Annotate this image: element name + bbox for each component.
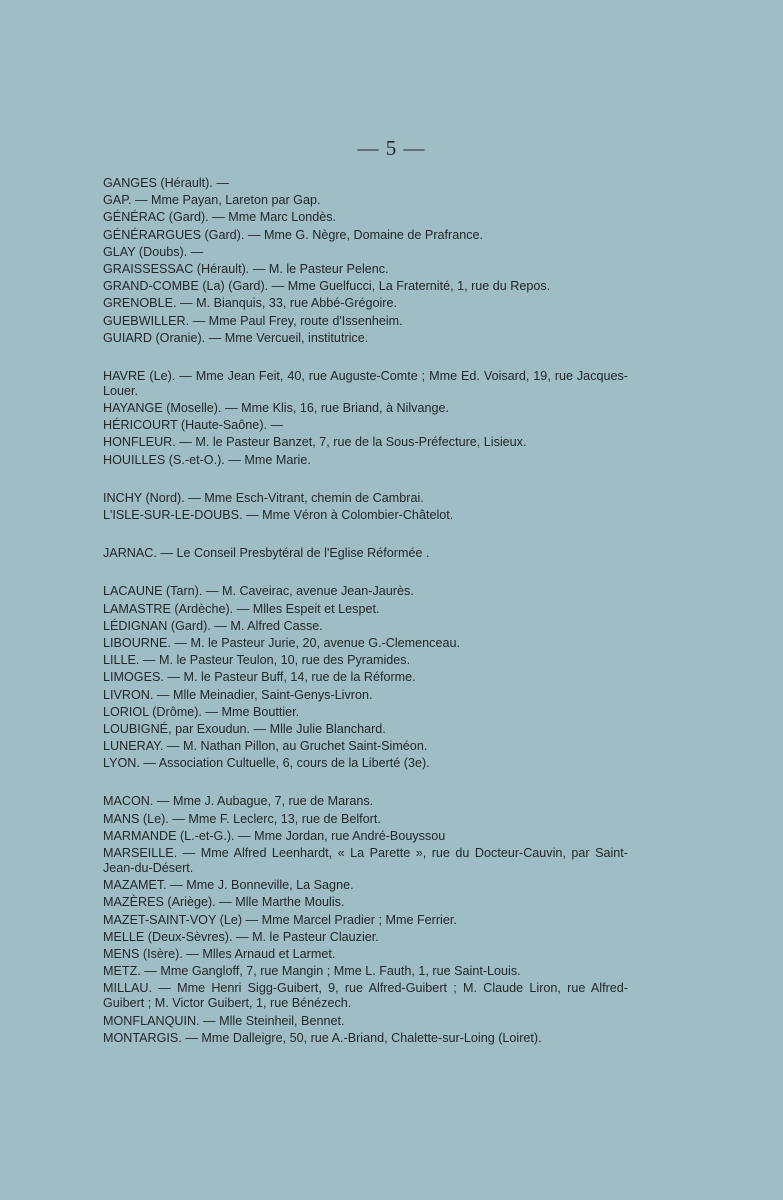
directory-entry: MELLE (Deux-Sèvres). — M. le Pasteur Clauzier. xyxy=(103,929,379,944)
directory-entry: GRENOBLE. — M. Bianquis, 33, rue Abbé-Grégoire. xyxy=(103,296,397,311)
directory-list xyxy=(103,176,628,1048)
directory-entry: LYON. — Association Cultuelle, 6, cours de la Liberté (3e). xyxy=(103,756,430,771)
directory-entry: HÉRICOURT (Haute-Saône). — xyxy=(103,418,284,433)
directory-entry: GRAISSESSAC (Hérault). — M. le Pasteur Pelenc. xyxy=(103,261,389,276)
directory-entry: MAZAMET. — Mme J. Bonneville, La Sagne. xyxy=(103,878,354,893)
page-number: — 5 — xyxy=(357,136,426,160)
directory-entry: GLAY (Doubs). — xyxy=(103,244,204,259)
section-i xyxy=(103,491,628,523)
directory-entry: LUNERAY. — M. Nathan Pillon, au Gruchet Saint-Siméon. xyxy=(103,739,428,754)
directory-entry: LORIOL (Drôme). — Mme Bouttier. xyxy=(103,704,300,719)
section-gap xyxy=(103,470,628,491)
directory-entry: MONTARGIS. — Mme Dalleigre, 50, rue A.-Briand, Chalette-sur-Loing (Loiret). xyxy=(103,1030,542,1045)
directory-entry: MACON. — Mme J. Aubague, 7, rue de Marans. xyxy=(103,794,374,809)
directory-entry: LILLE. — M. le Pasteur Teulon, 10, rue des Pyramides. xyxy=(103,653,411,668)
section-j xyxy=(103,546,628,561)
directory-entry: MAZET-SAINT-VOY (Le) — Mme Marcel Pradier ; Mme Ferrier. xyxy=(103,912,457,927)
directory-entry: LIVRON. — Mlle Meinadier, Saint-Genys-Livron. xyxy=(103,687,373,702)
directory-entry: LIMOGES. — M. le Pasteur Buff, 14, rue de la Réforme. xyxy=(103,670,416,685)
directory-entry: LOUBIGNÉ, par Exoudun. — Mlle Julie Blanchard. xyxy=(103,721,386,736)
directory-entry: LAMASTRE (Ardèche). — Mlles Espeit et Lespet. xyxy=(103,601,380,616)
directory-entry: GUEBWILLER. — Mme Paul Frey, route d'Issenheim. xyxy=(103,313,403,328)
directory-entry: HOUILLES (S.-et-O.). — Mme Marie. xyxy=(103,452,311,467)
directory-entry: MILLAU. — Mme Henri Sigg-Guibert, 9, rue Alfred-Guibert ; M. Claude Liron, rue Alfred-Guibert ; M. Victor Guibert, 1, rue Bénézech. xyxy=(103,981,628,1011)
section-gap xyxy=(103,348,628,369)
section-gap xyxy=(103,525,628,546)
directory-entry: GÉNÉRARGUES (Gard). — Mme G. Nègre, Domaine de Prafrance. xyxy=(103,227,484,242)
directory-entry: GUIARD (Oranie). — Mme Vercueil, institutrice. xyxy=(103,330,369,345)
directory-entry: GÉNÉRAC (Gard). — Mme Marc Londès. xyxy=(103,210,337,225)
directory-entry: MENS (Isère). — Mlles Arnaud et Larmet. xyxy=(103,946,336,961)
directory-entry: GAP. — Mme Payan, Lareton par Gap. xyxy=(103,193,321,208)
directory-entry: METZ. — Mme Gangloff, 7, rue Mangin ; Mme L. Fauth, 1, rue Saint-Louis. xyxy=(103,964,521,979)
directory-entry: INCHY (Nord). — Mme Esch-Vitrant, chemin de Cambrai. xyxy=(103,490,424,505)
directory-entry: JARNAC. — Le Conseil Presbytéral de l'Eglise Réformée . xyxy=(103,546,430,561)
directory-entry: GRAND-COMBE (La) (Gard). — Mme Guelfucci, La Fraternité, 1, rue du Repos. xyxy=(103,279,551,294)
directory-entry: MARSEILLE. — Mme Alfred Leenhardt, « La Parette », rue du Docteur-Cauvin, par Saint-Jean-du-Désert. xyxy=(103,846,628,875)
directory-entry: LIBOURNE. — M. le Pasteur Jurie, 20, avenue G.-Clemenceau. xyxy=(103,635,460,650)
directory-entry: HAVRE (Le). — Mme Jean Feit, 40, rue Auguste-Comte ; Mme Ed. Voisard, 19, rue Jacques-Louer. xyxy=(103,368,628,398)
directory-entry: MONFLANQUIN. — Mlle Steinheil, Bennet. xyxy=(103,1013,345,1028)
section-h xyxy=(103,369,628,468)
section-gap xyxy=(103,563,628,584)
directory-entry: MAZÈRES (Ariège). — Mlle Marthe Moulis. xyxy=(103,895,345,910)
section-g xyxy=(103,176,628,346)
directory-entry: HONFLEUR. — M. le Pasteur Banzet, 7, rue de la Sous-Préfecture, Lisieux. xyxy=(103,435,527,450)
section-l xyxy=(103,584,628,771)
directory-entry: HAYANGE (Moselle). — Mme Klis, 16, rue Briand, à Nilvange. xyxy=(103,401,449,416)
section-m xyxy=(103,794,628,1045)
directory-entry: GANGES (Hérault). — xyxy=(103,176,229,190)
section-gap xyxy=(103,773,628,794)
directory-entry: LÉDIGNAN (Gard). — M. Alfred Casse. xyxy=(103,618,323,633)
directory-entry: MANS (Le). — Mme F. Leclerc, 13, rue de Belfort. xyxy=(103,811,381,826)
directory-entry: MARMANDE (L.-et-G.). — Mme Jordan, rue André-Bouyssou xyxy=(103,828,446,843)
directory-entry: L'ISLE-SUR-LE-DOUBS. — Mme Véron à Colombier-Châtelot. xyxy=(103,508,454,522)
directory-entry: LACAUNE (Tarn). — M. Caveirac, avenue Jean-Jaurès. xyxy=(103,584,414,599)
